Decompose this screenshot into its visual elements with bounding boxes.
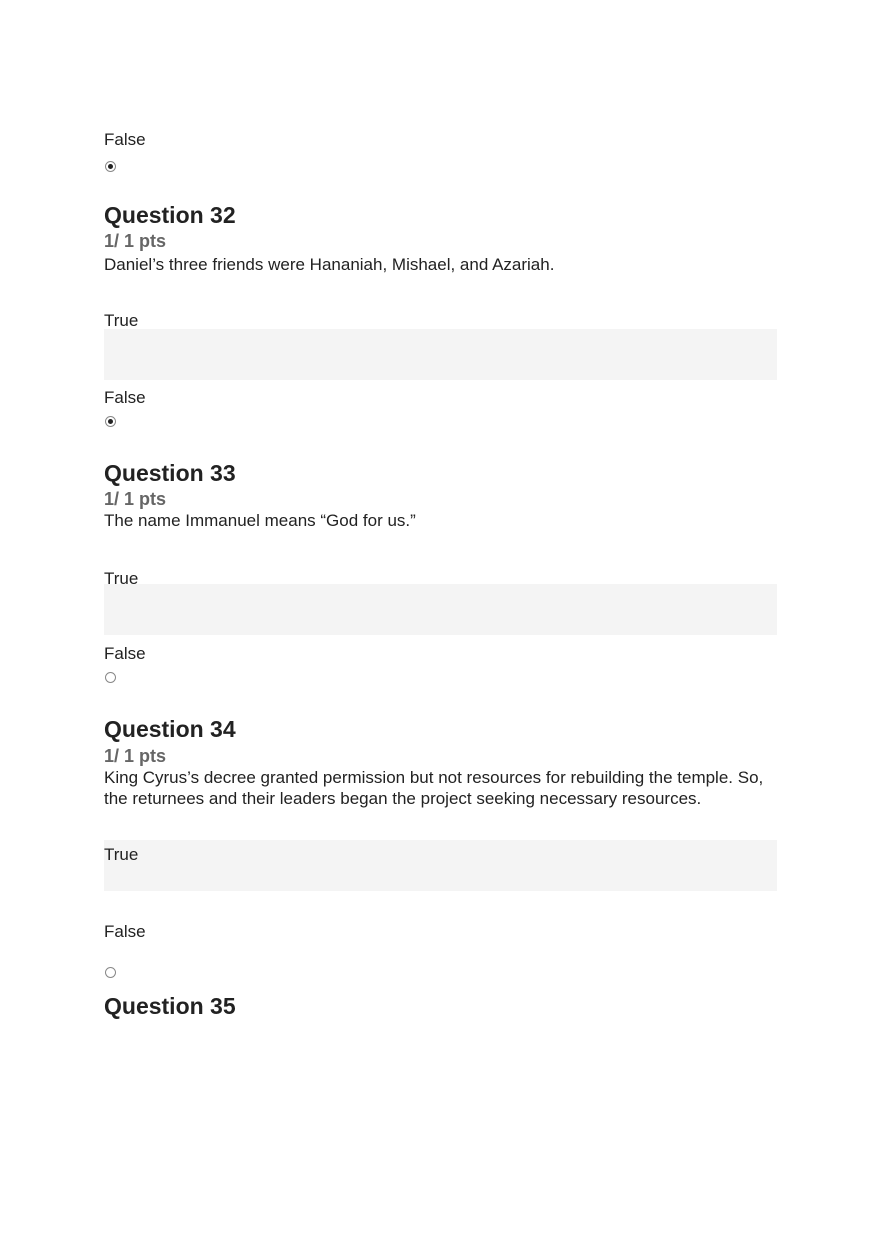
option-false-label: False bbox=[104, 388, 146, 407]
option-true-row[interactable] bbox=[104, 329, 777, 380]
option-true-label: True bbox=[104, 569, 139, 588]
question-32-text: Daniel’s three friends were Hananiah, Mishael, and Azariah. bbox=[104, 255, 555, 274]
question-32-points: 1/ 1 pts bbox=[104, 231, 167, 251]
question-33-text: The name Immanuel means “God for us.” bbox=[104, 511, 416, 530]
question-34-text: King Cyrus’s decree granted permission but not resources for rebuilding the temple. So, the returnees and their leaders began the project seeking necessary resources. bbox=[104, 768, 764, 808]
option-true-row[interactable] bbox=[104, 840, 777, 891]
radio-false-selected[interactable] bbox=[105, 416, 116, 427]
question-33-title: Question 33 bbox=[104, 460, 236, 486]
option-true-label: True bbox=[104, 845, 139, 864]
option-false-label: False bbox=[104, 922, 146, 941]
radio-false[interactable] bbox=[105, 967, 116, 978]
option-true-row[interactable] bbox=[104, 584, 777, 635]
option-true-label: True bbox=[104, 311, 139, 330]
question-32-title: Question 32 bbox=[104, 202, 236, 228]
radio-false[interactable] bbox=[105, 672, 116, 683]
question-34-title: Question 34 bbox=[104, 716, 236, 742]
radio-false-selected[interactable] bbox=[105, 161, 116, 172]
option-false-label: False bbox=[104, 130, 146, 149]
question-34-points: 1/ 1 pts bbox=[104, 746, 167, 766]
option-false-label: False bbox=[104, 644, 146, 663]
question-35-title: Question 35 bbox=[104, 993, 236, 1019]
question-33-points: 1/ 1 pts bbox=[104, 489, 167, 509]
